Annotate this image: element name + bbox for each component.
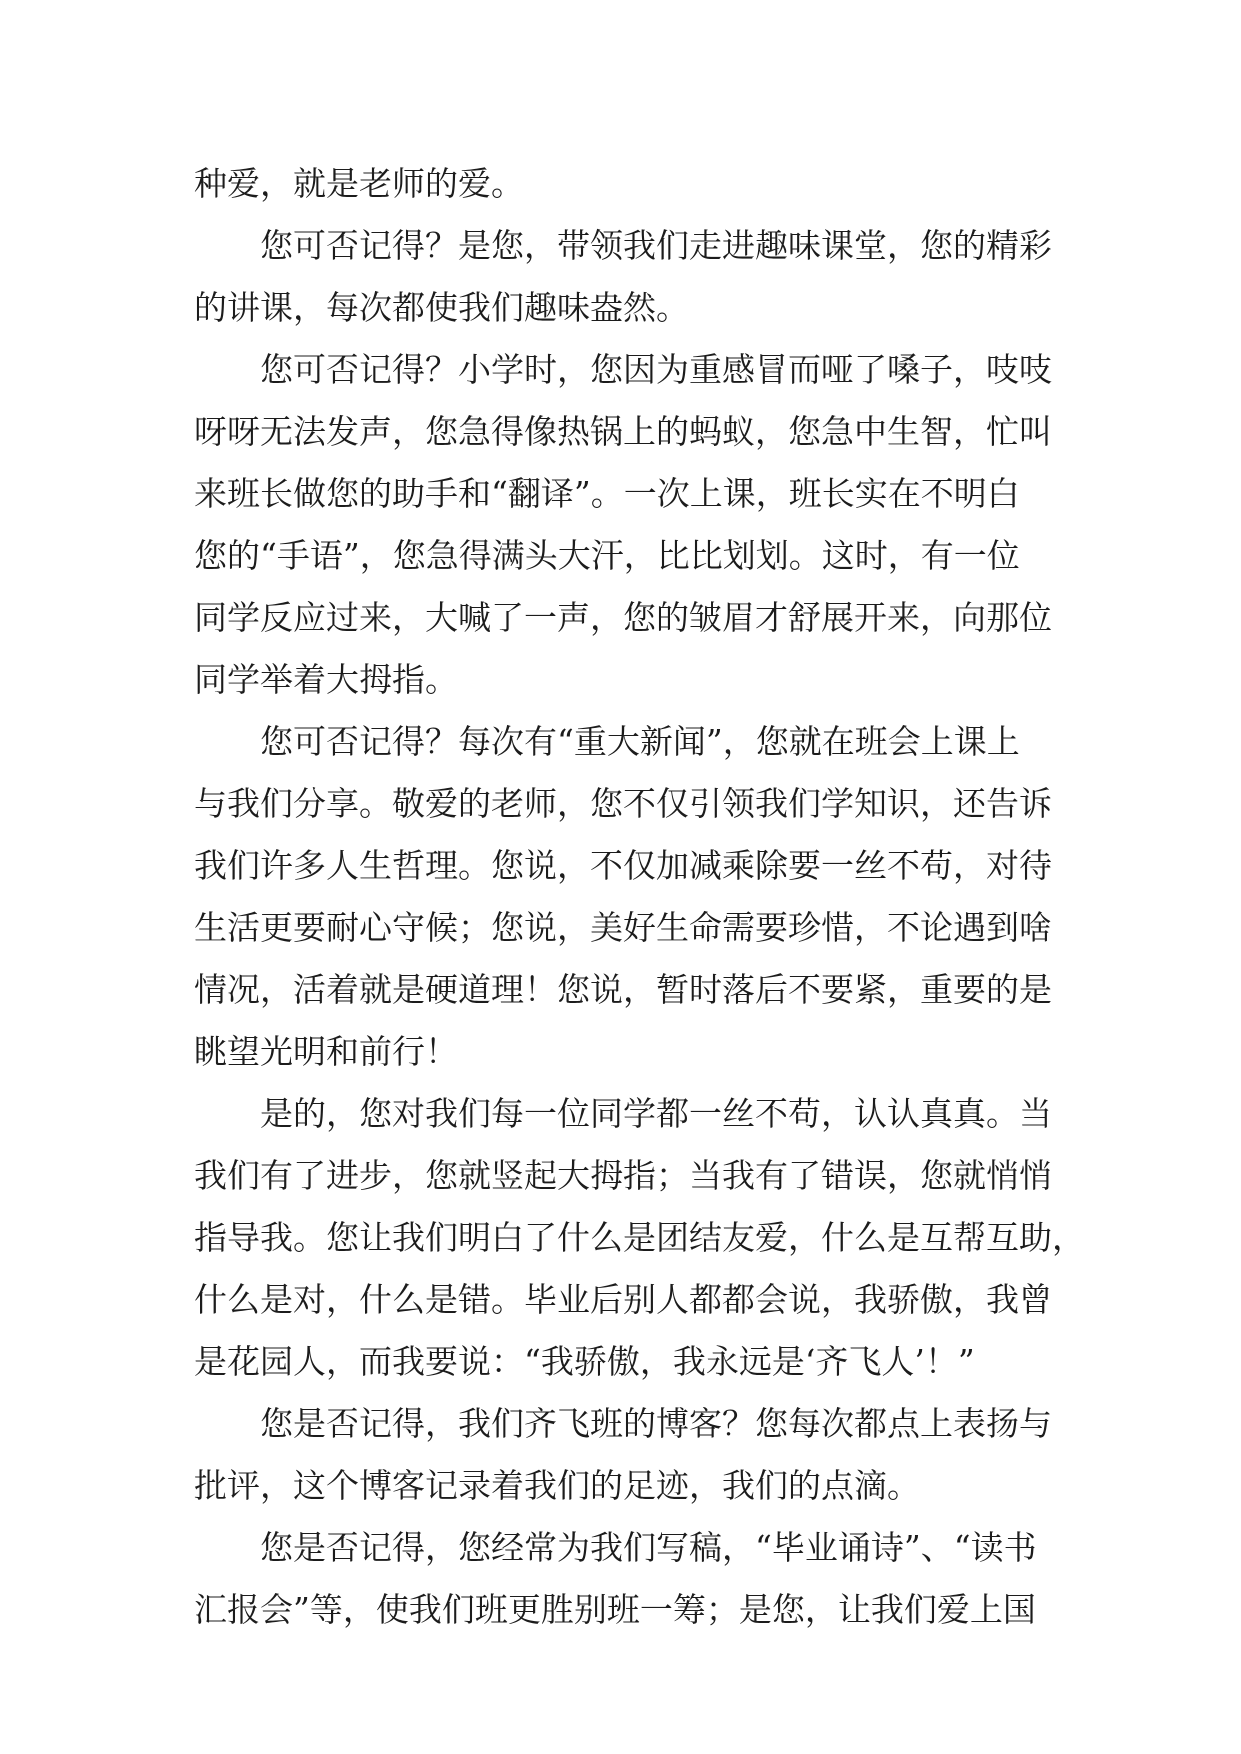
text-line: 来班长做您的助手和“翻译”。一次上课，班长实在不明白 (194, 474, 1020, 513)
text-line: 您可否记得？小学时，您因为重感冒而哑了嗓子，吱吱 (260, 350, 1052, 389)
text-line: 是花园人，而我要说：“我骄傲，我永远是‘齐飞人’！” (194, 1342, 975, 1381)
text-line: 呀呀无法发声，您急得像热锅上的蚂蚁，您急中生智，忙叫 (194, 412, 1052, 451)
text-line: 什么是对，什么是错。毕业后别人都都会说，我骄傲，我曾 (194, 1280, 1052, 1319)
text-line: 眺望光明和前行！ (194, 1032, 458, 1071)
paragraph (194, 215, 1094, 339)
paragraph (194, 1393, 1094, 1517)
text-line: 种爱，就是老师的爱。 (194, 164, 524, 203)
paragraph (194, 1083, 1094, 1393)
text-line: 是的，您对我们每一位同学都一丝不苟，认认真真。当 (260, 1094, 1052, 1133)
text-line: 汇报会”等，使我们班更胜别班一筹；是您，让我们爱上国 (194, 1590, 1036, 1629)
text-line: 您是否记得，您经常为我们写稿，“毕业诵诗”、“读书 (260, 1528, 1037, 1567)
text-line: 的讲课，每次都使我们趣味盎然。 (194, 288, 689, 327)
text-line: 我们许多人生哲理。您说，不仅加减乘除要一丝不苟，对待 (194, 846, 1052, 885)
text-line: 同学举着大拇指。 (194, 660, 458, 699)
text-line: 情况，活着就是硬道理！您说，暂时落后不要紧，重要的是 (194, 970, 1052, 1009)
text-line: 生活更要耐心守候；您说，美好生命需要珍惜，不论遇到啥 (194, 908, 1052, 947)
text-line: 您可否记得？是您，带领我们走进趣味课堂，您的精彩 (260, 226, 1052, 265)
paragraph (194, 711, 1094, 1083)
paragraph (194, 153, 1094, 215)
text-line: 您的“手语”，您急得满头大汗，比比划划。这时，有一位 (194, 536, 1020, 575)
text-line: 批评，这个博客记录着我们的足迹，我们的点滴。 (194, 1466, 920, 1505)
text-line: 您是否记得，我们齐飞班的博客？您每次都点上表扬与 (260, 1404, 1052, 1443)
paragraph (194, 1517, 1094, 1641)
text-line: 同学反应过来，大喊了一声，您的皱眉才舒展开来，向那位 (194, 598, 1052, 637)
text-line: 指导我。您让我们明白了什么是团结友爱，什么是互帮互助， (194, 1218, 1085, 1257)
paragraph (194, 339, 1094, 711)
body-text (194, 153, 1094, 1641)
text-line: 您可否记得？每次有“重大新闻”，您就在班会上课上 (260, 722, 1020, 761)
text-line: 与我们分享。敬爱的老师，您不仅引领我们学知识，还告诉 (194, 784, 1052, 823)
text-line: 我们有了进步，您就竖起大拇指；当我有了错误，您就悄悄 (194, 1156, 1052, 1195)
